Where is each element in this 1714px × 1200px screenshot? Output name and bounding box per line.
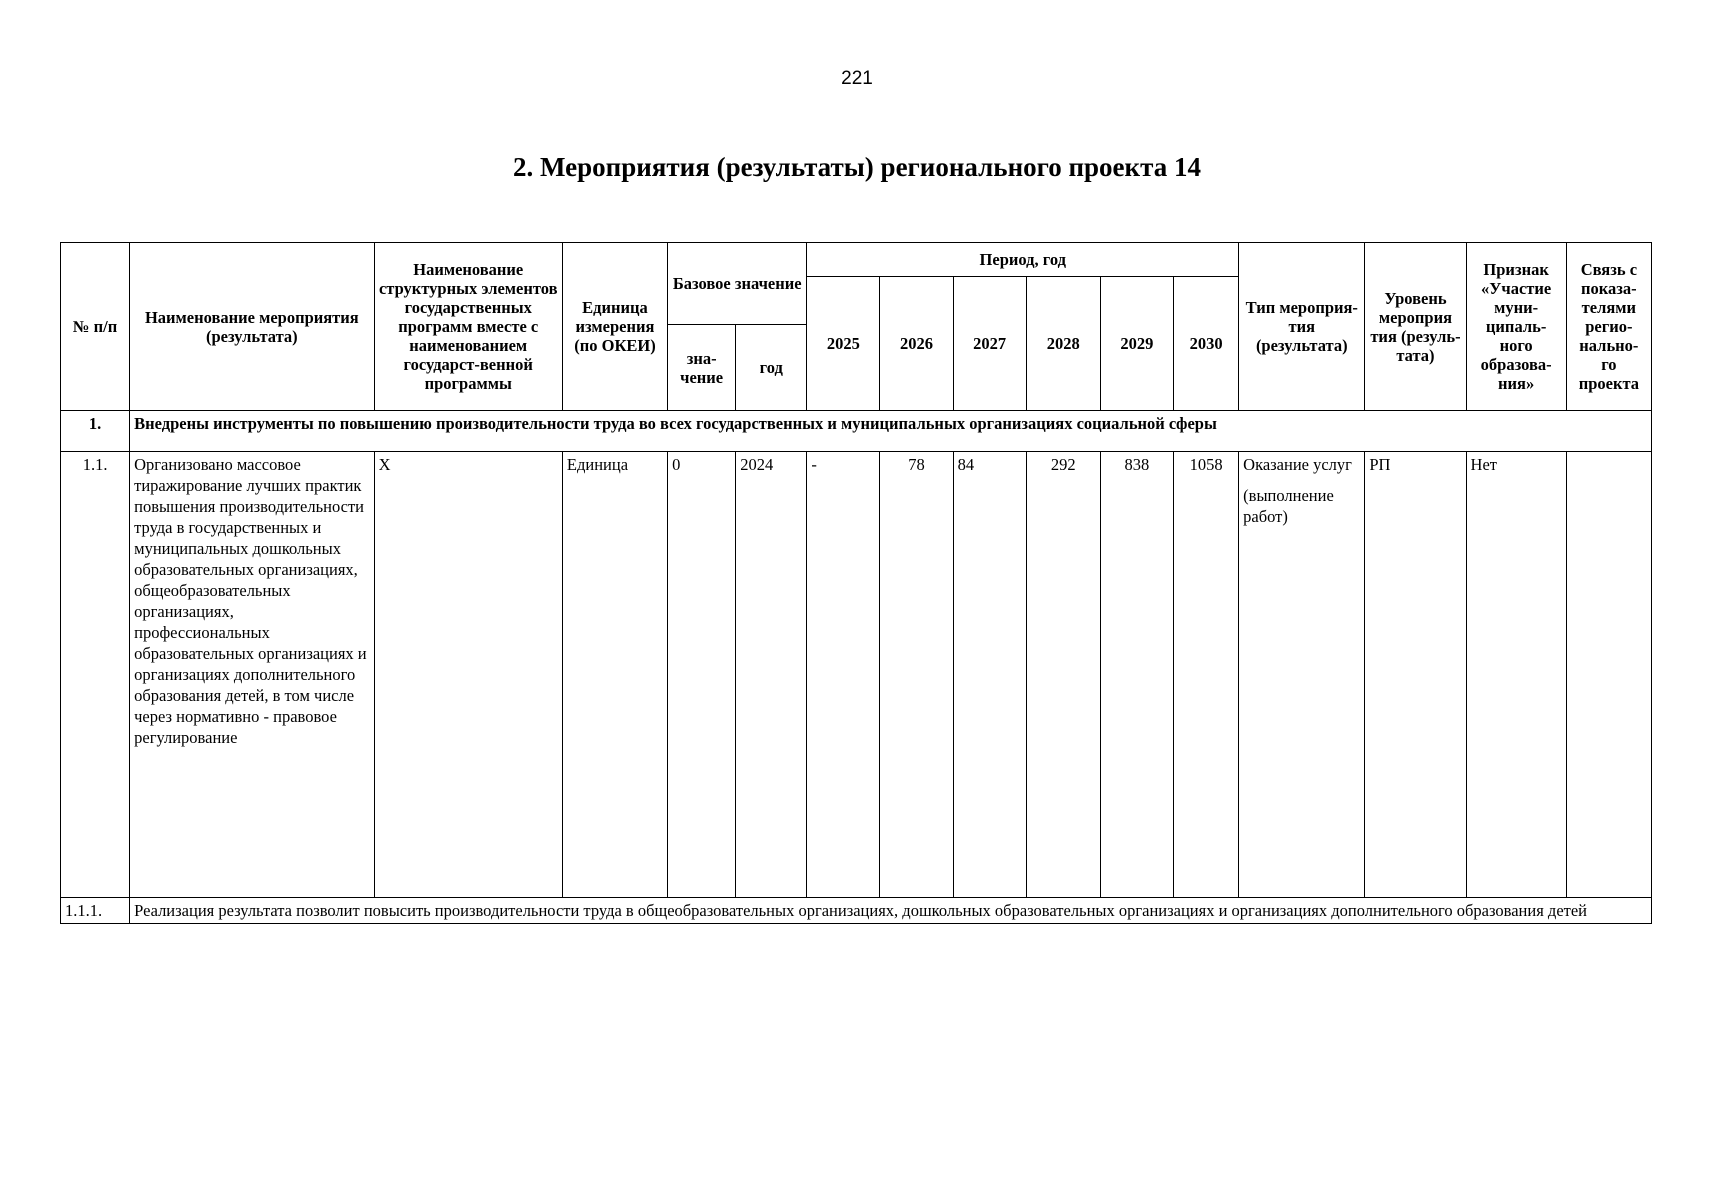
header-level: Уровень мероприя тия (резуль- тата) bbox=[1365, 243, 1466, 411]
header-year-2029: 2029 bbox=[1100, 277, 1173, 411]
row-value-2029: 838 bbox=[1100, 452, 1173, 898]
header-link: Связь с показа- телями регио- нально- го проекта bbox=[1566, 243, 1651, 411]
document-title: 2. Мероприятия (результаты) регионального проекта 14 bbox=[513, 152, 1201, 182]
row-value-2025: - bbox=[807, 452, 880, 898]
header-base: Базовое значение bbox=[668, 243, 807, 325]
row-unit: Единица bbox=[562, 452, 667, 898]
row-base-value: 0 bbox=[668, 452, 736, 898]
row-type-line2: (выполнение работ) bbox=[1243, 486, 1334, 526]
header-base-year: год bbox=[736, 325, 807, 411]
row-municipal: Нет bbox=[1466, 452, 1566, 898]
row-value-2026: 78 bbox=[880, 452, 953, 898]
row-value-2028: 292 bbox=[1026, 452, 1100, 898]
measures-table bbox=[60, 242, 1652, 924]
row-value-2030: 1058 bbox=[1173, 452, 1238, 898]
header-period: Период, год bbox=[807, 243, 1239, 277]
row-structural: X bbox=[374, 452, 562, 898]
table-row bbox=[61, 452, 1652, 898]
header-year-2028: 2028 bbox=[1026, 277, 1100, 411]
header-name: Наименование мероприятия (результата) bbox=[130, 243, 374, 411]
note-num: 1.1.1. bbox=[61, 898, 130, 924]
row-name: Организовано массовое тиражирование лучших практик повышения производительности труда в государственных и муниципальных дошкольных образовательных организациях, общеобразовательных организациях, профессиональных образовательных организациях и организациях дополнительного образования детей, в том числе через нормативно - правовое регулирование bbox=[130, 452, 374, 898]
header-type: Тип мероприя- тия (результата) bbox=[1239, 243, 1365, 411]
section-text: Внедрены инструменты по повышению производительности труда во всех государственных и муниципальных организациях социальной сферы bbox=[130, 411, 1652, 452]
row-base-year: 2024 bbox=[736, 452, 807, 898]
header-base-value: зна- чение bbox=[668, 325, 736, 411]
row-level: РП bbox=[1365, 452, 1466, 898]
section-row bbox=[61, 411, 1652, 452]
row-link bbox=[1566, 452, 1651, 898]
section-num: 1. bbox=[61, 411, 130, 452]
row-num: 1.1. bbox=[61, 452, 130, 898]
header-year-2030: 2030 bbox=[1173, 277, 1238, 411]
header-year-2027: 2027 bbox=[953, 277, 1026, 411]
header-municipal: Признак «Участие муни- ципаль- ного образова- ния» bbox=[1466, 243, 1566, 411]
page-number: 221 bbox=[841, 68, 873, 89]
note-text: Реализация результата позволит повысить производительности труда в общеобразовательных организациях, дошкольных образовательных организациях и организациях дополнительного образования детей bbox=[130, 898, 1652, 924]
header-year-2026: 2026 bbox=[880, 277, 953, 411]
row-value-2027: 84 bbox=[953, 452, 1026, 898]
row-type bbox=[1239, 452, 1365, 898]
header-year-2025: 2025 bbox=[807, 277, 880, 411]
header-unit: Единица измерения (по ОКЕИ) bbox=[562, 243, 667, 411]
note-row bbox=[61, 898, 1652, 924]
row-type-line1: Оказание услуг bbox=[1243, 455, 1352, 474]
header-structural: Наименование структурных элементов государственных программ вместе с наименованием государст-венной программы bbox=[374, 243, 562, 411]
header-num: № п/п bbox=[61, 243, 130, 411]
